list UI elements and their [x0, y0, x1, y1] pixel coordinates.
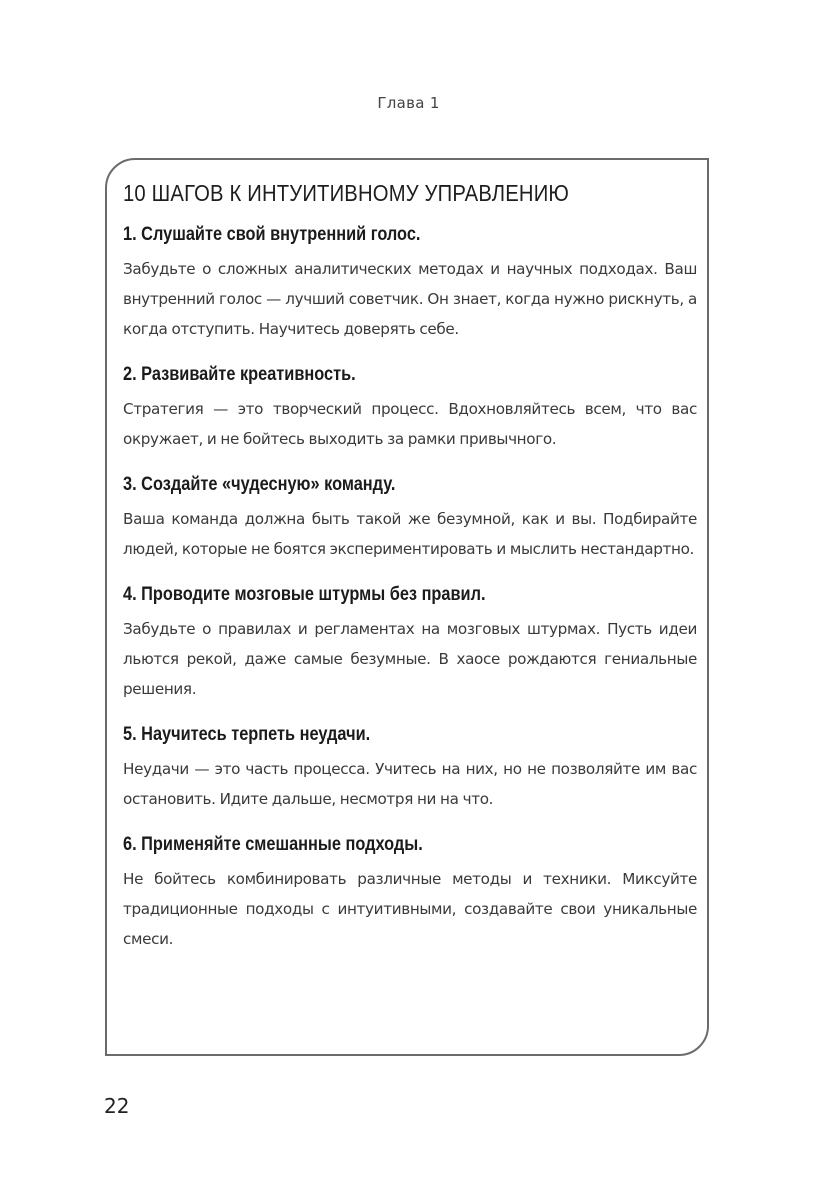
step-text: Забудьте о правилах и регламентах на мозговых штурмах. Пусть идеи льются рекой, даже самые безумные. В хаосе рождаются гениальные решения. [123, 620, 697, 698]
step-heading: 2. Развивайте креативность. [123, 364, 356, 385]
step-text: Забудьте о сложных аналитических методах и научных подходах. Ваш внутренний голос — лучший советчик. Он знает, когда нужно рискнуть, а когда отступить. Научитесь доверять себе. [123, 260, 697, 338]
step-heading: 4. Проводите мозговые штурмы без правил. [123, 584, 486, 605]
step-5 [123, 722, 697, 814]
step-text: Неудачи — это часть процесса. Учитесь на них, но не позволяйте им вас остановить. Идите дальше, несмотря ни на что. [123, 760, 697, 808]
steps-box [105, 158, 709, 1056]
running-head: Глава 1 [377, 94, 440, 112]
step-6 [123, 832, 697, 954]
step-text: Не бойтесь комбинировать различные методы и техники. Миксуйте традиционные подходы с интуитивными, создавайте свои уникальные смеси. [123, 870, 697, 948]
step-heading: 1. Слушайте свой внутренний голос. [123, 224, 421, 245]
step-text: Стратегия — это творческий процесс. Вдохновляйтесь всем, что вас окружает, и не бойтесь выходить за рамки привычного. [123, 400, 697, 448]
step-4 [123, 582, 697, 704]
step-heading: 6. Применяйте смешанные подходы. [123, 834, 423, 855]
step-2 [123, 362, 697, 454]
step-heading: 5. Научитесь терпеть неудачи. [123, 724, 371, 745]
step-heading: 3. Создайте «чудесную» команду. [123, 474, 396, 495]
step-1 [123, 222, 697, 344]
page-number: 22 [104, 1094, 130, 1118]
box-title: 10 ШАГОВ К ИНТУИТИВНОМУ УПРАВЛЕНИЮ [123, 180, 570, 206]
step-text: Ваша команда должна быть такой же безумной, как и вы. Подбирайте людей, которые не боятся экспериментировать и мыслить нестандартно. [123, 510, 697, 558]
step-3 [123, 472, 697, 564]
